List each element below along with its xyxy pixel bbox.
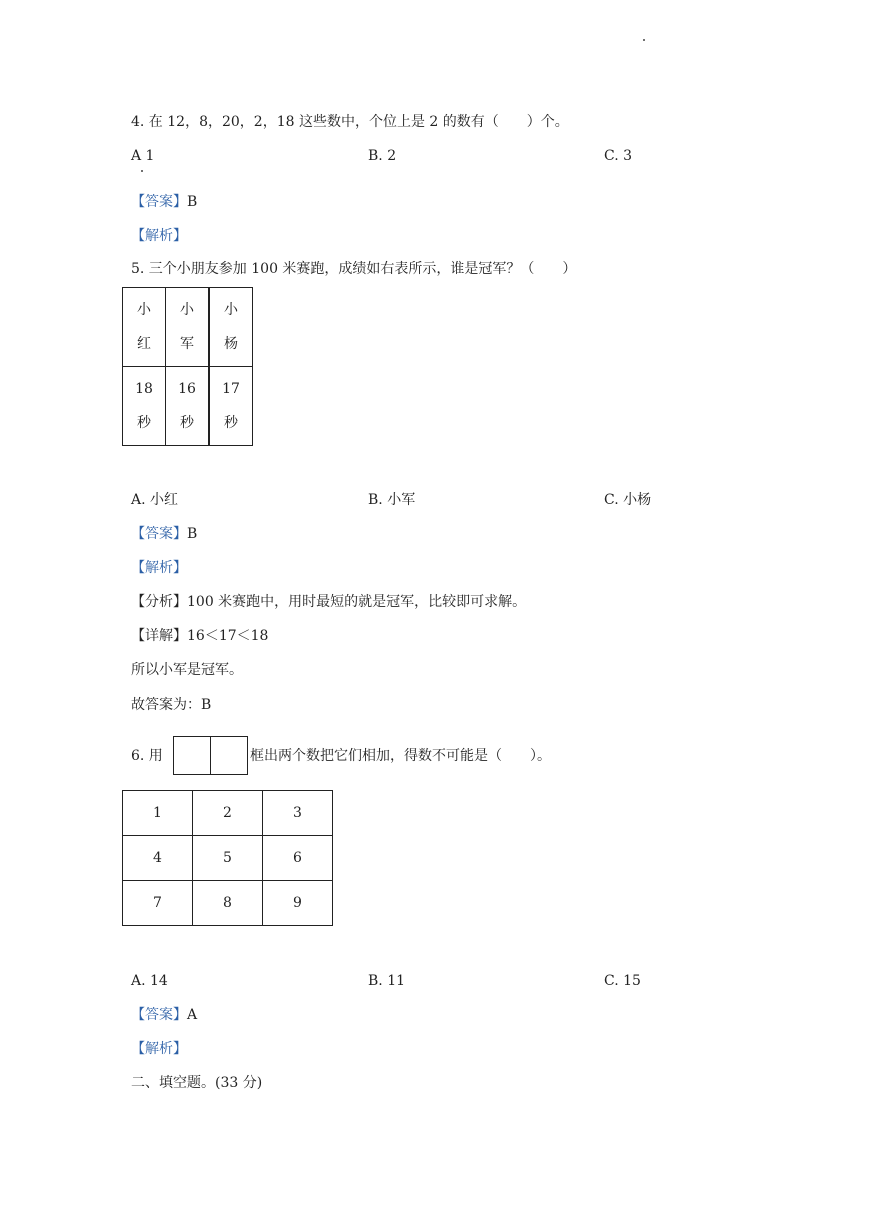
q5-name-cell: 小 杨 xyxy=(209,288,253,367)
q6-option-b: B. 11 xyxy=(368,973,406,989)
q5-answer-value: B xyxy=(187,526,198,542)
q6-answer xyxy=(131,1006,197,1024)
section2-heading: 二、填空题。(33 分) xyxy=(131,1075,263,1091)
q6-analysis-tag: 【解析】 xyxy=(131,1041,187,1057)
q6-number-grid xyxy=(122,790,333,926)
q6-grid-row xyxy=(123,791,333,836)
q5-option-c: C. 小杨 xyxy=(604,492,652,508)
q5-option-b: B. 小军 xyxy=(368,492,416,508)
q6-grid-row xyxy=(123,881,333,926)
q4-option-a: A 1 xyxy=(131,148,155,164)
q5-fenxi-tag: 【分析】 xyxy=(131,594,187,610)
q6-two-cell-frame xyxy=(173,736,248,775)
q4-stem: 4. 在 12，8，20，2，18 这些数中，个位上是 2 的数有（ ）个。 xyxy=(131,114,569,130)
q4-small-dot xyxy=(141,170,143,172)
q6-grid-cell: 2 xyxy=(193,791,263,836)
q5-fenxi xyxy=(131,593,526,611)
q5-conclusion: 所以小军是冠军。 xyxy=(131,662,243,678)
q5-time-cell: 18 秒 xyxy=(123,367,166,446)
q6-grid-cell: 7 xyxy=(123,881,193,926)
q5-times-row xyxy=(123,367,253,446)
q5-name-cell: 小 军 xyxy=(166,288,210,367)
q5-xiangjie-text: 16＜17＜18 xyxy=(187,628,269,644)
q6-grid-cell: 6 xyxy=(263,836,333,881)
q6-grid-cell: 4 xyxy=(123,836,193,881)
q5-names-row xyxy=(123,288,253,367)
q5-xiangjie xyxy=(131,627,268,645)
q5-option-a: A. 小红 xyxy=(131,492,179,508)
q6-answer-value: A xyxy=(187,1007,198,1023)
q5-analysis-tag: 【解析】 xyxy=(131,560,187,576)
q6-stem-pre: 6. 用 xyxy=(131,748,163,764)
q5-xiangjie-tag: 【详解】 xyxy=(131,628,187,644)
q6-grid-cell: 9 xyxy=(263,881,333,926)
q5-answer xyxy=(131,525,197,543)
q6-option-c: C. 15 xyxy=(604,973,641,989)
q5-results-table xyxy=(122,287,253,446)
q6-option-a: A. 14 xyxy=(131,973,168,989)
q4-answer-tag: 【答案】 xyxy=(131,194,187,210)
page-dot xyxy=(643,39,645,41)
q4-answer-value: B xyxy=(187,194,198,210)
q6-grid-cell: 8 xyxy=(193,881,263,926)
q6-grid-cell: 1 xyxy=(123,791,193,836)
q4-analysis-tag: 【解析】 xyxy=(131,228,187,244)
q6-stem-post: 框出两个数把它们相加，得数不可能是（ ）。 xyxy=(250,748,551,764)
q6-grid-row xyxy=(123,836,333,881)
q5-time-cell: 16 秒 xyxy=(166,367,210,446)
q5-final-answer: 故答案为：B xyxy=(131,697,212,713)
q4-option-c: C. 3 xyxy=(604,148,633,164)
q4-answer xyxy=(131,193,197,211)
q4-option-b: B. 2 xyxy=(368,148,397,164)
q5-time-cell: 17 秒 xyxy=(209,367,253,446)
q6-frame-divider xyxy=(210,737,211,774)
q6-answer-tag: 【答案】 xyxy=(131,1007,187,1023)
q5-fenxi-text: 100 米赛跑中，用时最短的就是冠军，比较即可求解。 xyxy=(187,594,527,610)
q6-grid-cell: 3 xyxy=(263,791,333,836)
q6-grid-cell: 5 xyxy=(193,836,263,881)
q5-answer-tag: 【答案】 xyxy=(131,526,187,542)
q5-name-cell: 小 红 xyxy=(123,288,166,367)
q5-stem: 5. 三个小朋友参加 100 米赛跑，成绩如右表所示，谁是冠军？（ ） xyxy=(131,261,577,277)
